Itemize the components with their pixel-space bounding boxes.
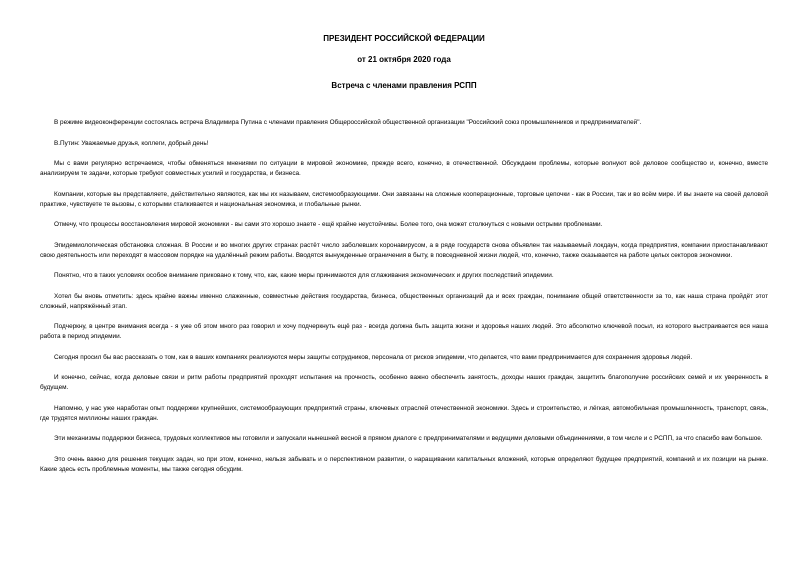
document-body [40, 118, 768, 475]
paragraph: Подчеркну, в центре внимания всегда - я уже об этом много раз говорил и хочу подчеркнуть ещё раз - всегда должна быть защита жизни и здоровья наших людей. Это абсолютно ключевой посыл, из которого выстраивается вся наша работа в период эпидемии. [40, 323, 768, 340]
paragraph: Мы с вами регулярно встречаемся, чтобы обменяться мнениями по ситуации в мировой экономике, прежде всего, конечно, в отечественной. Обсуждаем проблемы, которые волнуют всё деловое сообщество и, конечно, вместе анализируем те задачи, которые требуют совместных усилий и государства, и бизнеса. [40, 160, 768, 177]
paragraph: Понятно, что в таких условиях особое внимание приковано к тому, что, как, какие меры принимаются для сглаживания экономических и других последствий эпидемии. [54, 272, 554, 279]
paragraph: Отмечу, что процессы восстановления мировой экономики - вы сами это хорошо знаете - ещё крайне неустойчивы. Более того, она может столкнуться с новыми острыми проблемами. [54, 221, 603, 228]
paragraph: Компании, которые вы представляете, действительно являются, как мы их называем, системообразующими. Они завязаны на сложные кооперационные, торговые цепочки - как в России, так и во всём мире. И вы знаете на своей деловой практике, чувствуете те вызовы, с которыми сталкивается и национальная экономика, и глобальные рынки. [40, 190, 768, 208]
paragraph: В режиме видеоконференции состоялась встреча Владимира Путина с членами правления Общероссийской общественной организации "Российский союз промышленников и предпринимателей". [54, 119, 642, 126]
paragraph: Это очень важно для решения текущих задач, но при этом, конечно, нельзя забывать и о перспективном развитии, о наращивании капитальных вложений, которые определяют будущее предприятий, компаний и их позиции на рынке. Какие здесь есть проблемные моменты, мы также сегодня обсудим. [40, 455, 768, 473]
paragraph: Эпидемиологическая обстановка сложная. В России и во многих других странах растёт число заболевших коронавирусом, а в ряде государств снова объявлен так называемый локдаун, когда предприятия, компании приостанавливают свою деятельность или переходят в массовом порядке на удалённый режим работы. Вводятся вынужденные ограничения в быту, в повседневной жизни людей, что, конечно, также сказывается на работе целых секторов экономики. [40, 241, 768, 259]
document-title: ПРЕЗИДЕНТ РОССИЙСКОЙ ФЕДЕРАЦИИ [323, 34, 485, 43]
paragraph: Эти механизмы поддержки бизнеса, трудовых коллективов мы готовили и запускали нынешней весной в прямом диалоге с предпринимателями и ведущими деловыми объединениями, в том числе и с РСПП, за что спасибо вам большое. [54, 435, 763, 442]
document-header [40, 34, 768, 91]
document-page [40, 34, 768, 485]
document-subject: Встреча с членами правления РСПП [331, 81, 477, 90]
document-date: от 21 октября 2020 года [357, 55, 451, 64]
paragraph: Напомню, у нас уже наработан опыт поддержки крупнейших, системообразующих предприятий страны, ключевых отраслей отечественной экономики. Здесь и строительство, и лёгкая, автомобильная промышленность, транспорт, связь, где трудятся миллионы наших граждан. [40, 404, 768, 422]
paragraph: И конечно, сейчас, когда деловые связи и ритм работы предприятий проходят испытания на прочность, особенно важно обеспечить занятость, доходы наших граждан, защитить благополучие российских семей и их уверенность в будущем. [40, 374, 768, 391]
paragraph: Сегодня просил бы вас рассказать о том, как в ваших компаниях реализуются меры защиты сотрудников, персонала от рисков эпидемии, что делается, что вами предпринимается для сохранения здоровья людей. [54, 353, 693, 361]
paragraph: Хотел бы вновь отметить: здесь крайне важны именно слаженные, совместные действия государства, бизнеса, общественных организаций да и всех граждан, понимание общей ответственности за то, как наша страна пройдёт этот сложный, напряжённый этап. [40, 292, 768, 310]
paragraph: В.Путин: Уважаемые друзья, коллеги, добрый день! [54, 139, 209, 147]
